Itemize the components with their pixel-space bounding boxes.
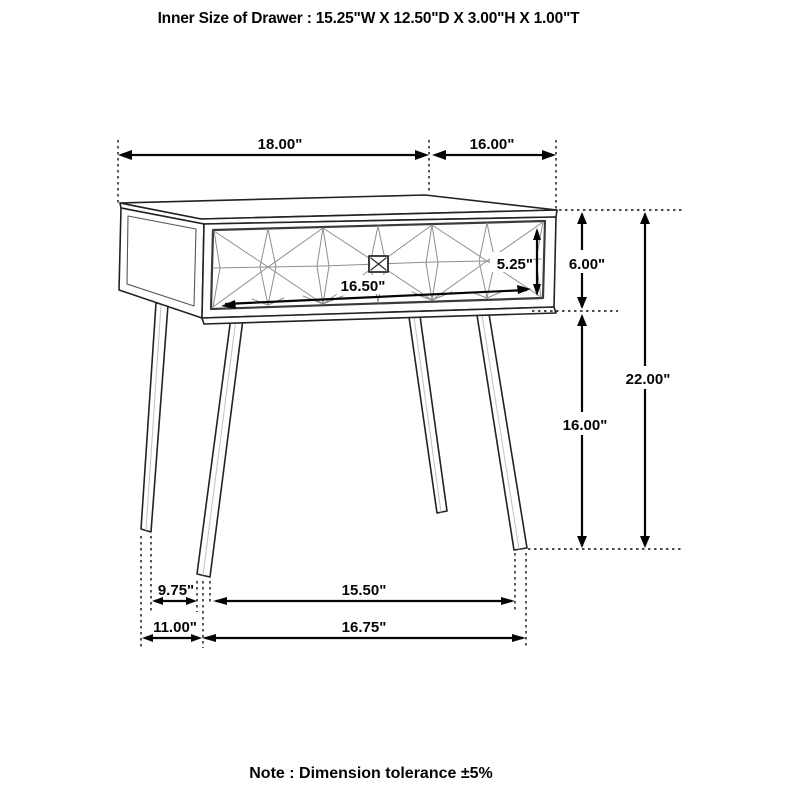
leg-front-left bbox=[197, 317, 243, 577]
dim-leg-height-label: 16.00" bbox=[562, 417, 608, 434]
dim-drawer-front-width-label: 16.50" bbox=[340, 278, 386, 295]
dim-feet-side-inner-label: 9.75" bbox=[157, 582, 195, 599]
dim-top-depth-label: 16.00" bbox=[469, 136, 515, 153]
dim-overall-height bbox=[619, 212, 676, 548]
dim-cabinet-height bbox=[562, 212, 611, 309]
dim-top-width bbox=[118, 136, 429, 160]
dim-feet-side-outer bbox=[142, 619, 202, 642]
dim-top-width-label: 18.00" bbox=[257, 136, 303, 153]
dim-drawer-front-height-label: 5.25" bbox=[496, 256, 533, 273]
dim-feet-side-inner bbox=[152, 582, 197, 605]
dim-feet-front-outer-label: 16.75" bbox=[341, 619, 387, 636]
leg-front-right bbox=[477, 314, 527, 550]
dim-feet-side-outer-label: 11.00" bbox=[153, 619, 197, 636]
page-title: Inner Size of Drawer : 15.25"W X 12.50"D X 3.00"H X 1.00"T bbox=[157, 10, 580, 27]
leg-back-left bbox=[141, 303, 168, 532]
leg-back-right bbox=[409, 316, 447, 513]
drawer-knob bbox=[369, 256, 388, 272]
dim-feet-front-inner-label: 15.50" bbox=[341, 582, 387, 599]
dim-leg-height bbox=[556, 314, 614, 548]
dim-feet-front-outer bbox=[202, 619, 526, 642]
dim-feet-front-inner bbox=[213, 582, 515, 605]
tolerance-note: Note : Dimension tolerance ±5% bbox=[249, 765, 493, 782]
left-side-panel bbox=[119, 208, 204, 318]
dim-cabinet-height-label: 6.00" bbox=[568, 256, 606, 273]
dim-overall-height-label: 22.00" bbox=[625, 371, 671, 388]
dim-top-depth bbox=[432, 136, 556, 160]
